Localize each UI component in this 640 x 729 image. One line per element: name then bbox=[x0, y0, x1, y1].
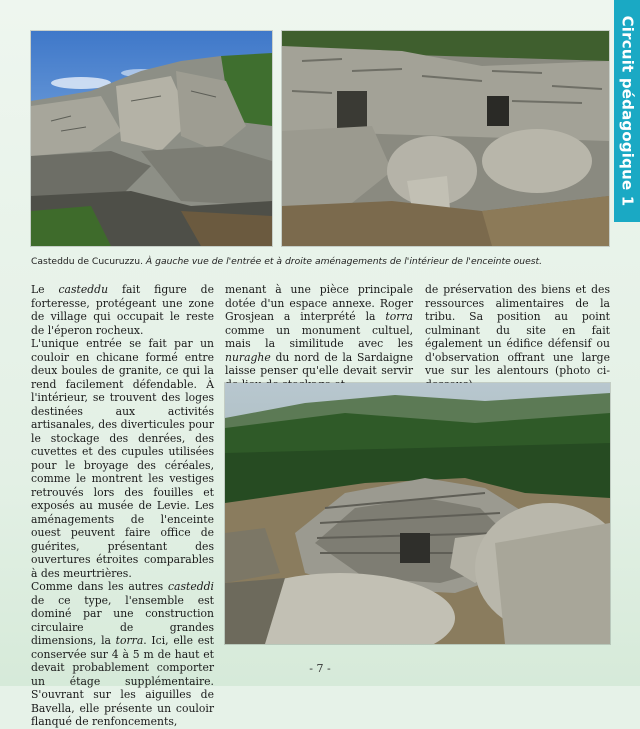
text-run: menant à une pièce principale dotée d'un espace annexe. Roger Grosjean a interprété la bbox=[225, 283, 413, 323]
caption-text: À gauche vue de l'entrée et à droite aménagements de l'intérieur de l'enceinte ouest. bbox=[143, 256, 543, 267]
text-column-2 bbox=[225, 283, 413, 391]
paragraph bbox=[31, 283, 214, 337]
text-run: L'unique entrée se fait par un couloir en chicane formé entre deux boules de granite, ce qui la rend facilement défendable. À l'intérieur, se trouvent des loges destinées aux activités artisanales, des diverticules pour le stockage des denrées, des cuvettes et des cupules utilisées pour le broyage des céréales, comme le montrent les vestiges retrouvés lors des fouilles et exposés au musée de Levie. Les aménagements de l'enceinte ouest peuvent faire office de guérites, présentant des ouvertures étroites comparables à des meurtrières. bbox=[31, 337, 214, 580]
text-run: du nord de la Sardaigne laisse penser qu'elle devait servir bbox=[225, 350, 413, 377]
section-tab bbox=[614, 0, 640, 222]
italic-term: casteddi bbox=[167, 580, 214, 593]
paragraph bbox=[225, 283, 413, 391]
text-column-3 bbox=[425, 283, 610, 391]
italic-term: nuraghe bbox=[225, 350, 271, 364]
text-run: fait figure de forteresse, protégeant une zone de village qui occupait le reste de l'éperon rocheux. bbox=[31, 283, 214, 337]
paragraph bbox=[31, 337, 214, 580]
text-run: Le bbox=[31, 283, 59, 296]
caption-lead: Casteddu de Cucuruzzu. bbox=[31, 256, 143, 267]
text-run: . Ici, elle est conservée sur 4 à 5 m de haut et devait probablement comporter un étage supplémentaire. S'ouvrant sur les aiguilles de Bavella, elle présente un couloir flanqué de renfoncements, bbox=[31, 634, 214, 728]
photo-caption bbox=[31, 256, 611, 268]
italic-term: torra bbox=[115, 634, 144, 647]
page-number: - 7 - bbox=[309, 662, 331, 675]
italic-term: torra bbox=[385, 310, 413, 323]
text-run: comme un monument cultuel, mais la similitude avec les bbox=[225, 323, 413, 350]
italic-term: casteddu bbox=[58, 283, 109, 296]
text-run: Comme dans les autres bbox=[31, 580, 168, 593]
text-run: de ce type, l'ensemble est dominé par une construction circulaire de grandes dimensions, la bbox=[31, 593, 214, 647]
enclosure-interior-photo bbox=[282, 31, 609, 246]
paragraph bbox=[31, 580, 214, 729]
entrance-photo bbox=[31, 31, 272, 246]
section-tab-label: Circuit pédagogique 1 bbox=[618, 15, 637, 207]
torra-photo bbox=[225, 383, 610, 644]
text-run: de préservation des biens et des ressources alimentaires de la tribu. Sa position au point culminant du site en fait également un édifice défensif ou d'observation offrant une large vue sur les alentours (photo ci- bbox=[425, 283, 610, 377]
paragraph bbox=[425, 283, 610, 391]
